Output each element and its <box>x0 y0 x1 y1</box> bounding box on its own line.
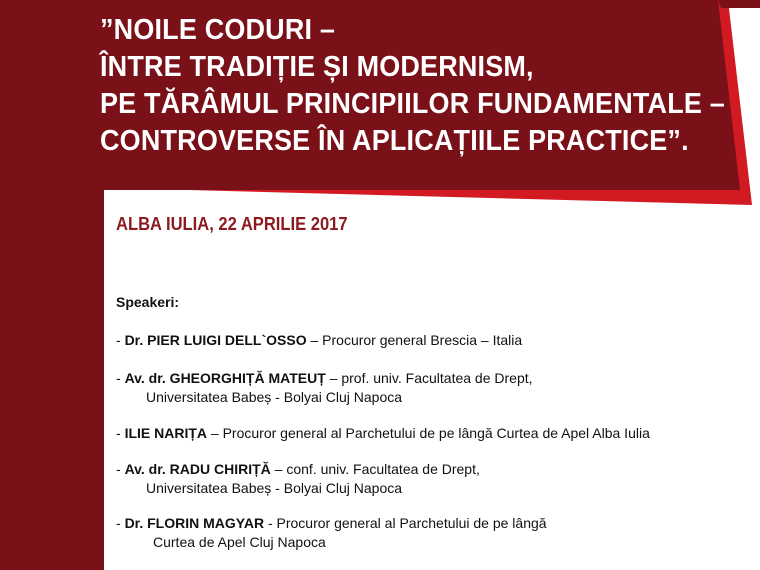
speaker-item <box>116 424 756 443</box>
event-title <box>100 12 725 160</box>
speaker-role: – Procuror general al Parchetului de pe lângă Curtea de Apel Alba Iulia <box>207 425 650 441</box>
speaker-role: – prof. univ. Facultatea de Drept, <box>325 370 533 386</box>
speaker-item <box>116 331 756 350</box>
speaker-role: – Procuror general Brescia – Italia <box>306 332 523 348</box>
cut-off-next-speaker <box>116 561 756 570</box>
speaker-item <box>116 460 756 498</box>
speakers-heading: Speakeri: <box>116 294 180 310</box>
speaker-prefix: - <box>116 370 125 386</box>
speaker-name: Av. dr. RADU CHIRIȚĂ <box>124 461 271 477</box>
speaker-role: – conf. univ. Facultatea de Drept, <box>270 461 480 477</box>
speaker-prefix: - <box>116 461 125 477</box>
speaker-role-line2: Universitatea Babeș - Bolyai Cluj Napoca <box>146 389 403 405</box>
speaker-name: Dr. PIER LUIGI DELL`OSSO <box>124 332 307 348</box>
speaker-role-line2: Universitatea Babeș - Bolyai Cluj Napoca <box>146 480 403 496</box>
speaker-item <box>116 514 756 552</box>
title-banner <box>0 0 760 215</box>
banner-dark-corner <box>718 0 760 8</box>
location-date: ALBA IULIA, 22 APRILIE 2017 <box>116 214 348 234</box>
speaker-item <box>116 369 756 407</box>
speaker-name: Dr. FLORIN MAGYAR <box>124 515 265 531</box>
speaker-role: - Procuror general al Parchetului de pe lângă <box>264 515 547 531</box>
speaker-name: ILIE NARIȚA <box>124 425 208 441</box>
title-line-1: ”NOILE CODURI – <box>100 14 336 46</box>
speaker-prefix: - <box>116 515 125 531</box>
title-line-4: CONTROVERSE ÎN APLICAȚIILE PRACTICE”. <box>100 125 689 157</box>
title-line-2: ÎNTRE TRADIȚIE ȘI MODERNISM, <box>100 51 534 83</box>
speaker-role-line2: Curtea de Apel Cluj Napoca <box>153 534 326 550</box>
title-line-3: PE TĂRÂMUL PRINCIPIILOR FUNDAMENTALE – <box>100 88 725 120</box>
speaker-name: Av. dr. GHEORGHIȚĂ MATEUȚ <box>124 370 326 386</box>
speaker-prefix: - <box>116 425 125 441</box>
speaker-prefix: - <box>116 332 125 348</box>
